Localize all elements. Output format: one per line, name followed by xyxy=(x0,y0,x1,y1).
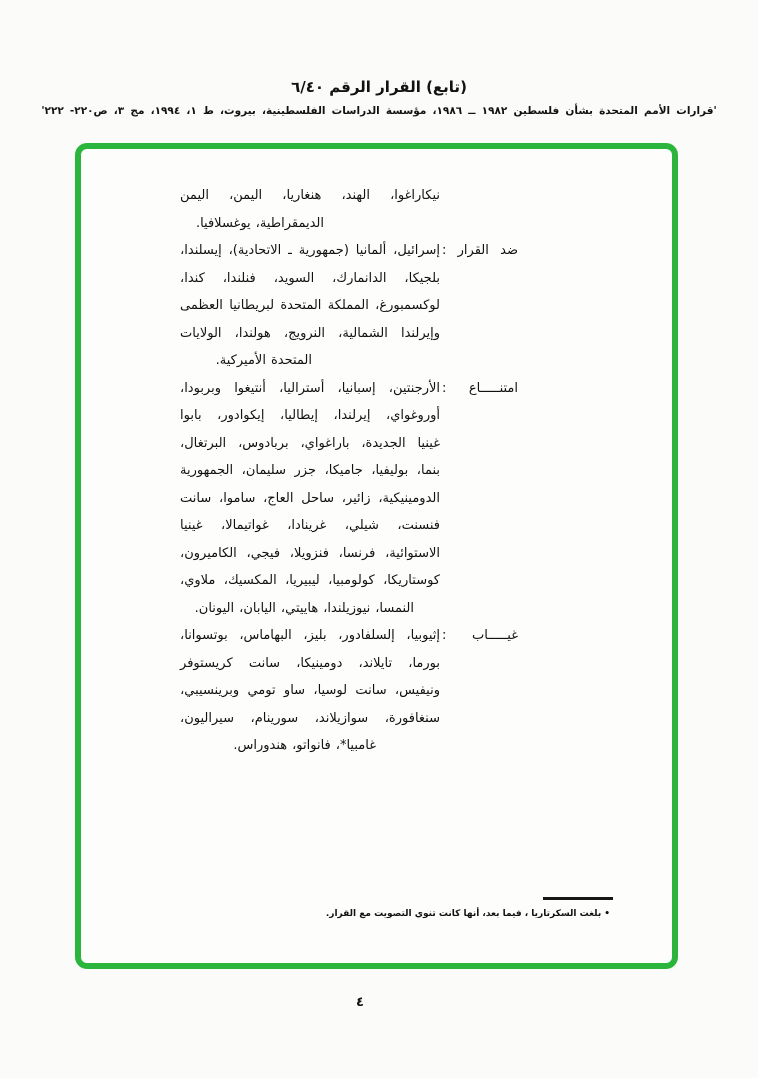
vote-line: كوستاريكا، كولومبيا، ليبيريا، المكسيك، ملاوي، xyxy=(180,573,440,589)
vote-section xyxy=(180,182,520,237)
vote-line: المتحدة الأميركية. xyxy=(215,353,312,369)
source-citation: 'قرارات الأمم المتحدة بشأن فلسطين ١٩٨٢ ــ ١٩٨٦، مؤسسة الدراسات الفلسطينية، بيروت، ط ١، ١٩٩٤، مج ٣، ص٢٢٠- ٢٢٢' xyxy=(41,105,717,117)
vote-label: امتنـــــاع : xyxy=(442,380,518,396)
vote-line: غينيا الجديدة، باراغواي، بربادوس، البرتغال، xyxy=(180,435,440,451)
vote-label: غيـــــاب : xyxy=(442,628,518,644)
vote-line: نيكاراغوا، الهند، هنغاريا، اليمن، اليمن xyxy=(180,188,440,204)
footnote-divider xyxy=(543,897,613,900)
vote-line: إسرائيل، ألمانيا (جمهورية ـ الاتحادية)، إيسلندا، xyxy=(180,243,440,259)
vote-section xyxy=(180,622,520,760)
vote-line: أوروغواي، إيرلندا، إيطاليا، إيكوادور، بابوا xyxy=(180,408,440,424)
vote-line: بورما، تايلاند، دومينيكا، سانت كريستوفر xyxy=(180,655,440,671)
footnote-marker-icon: • xyxy=(604,909,610,919)
footnote xyxy=(326,909,610,919)
vote-section xyxy=(180,237,520,375)
vote-line: ونيفيس، سانت لوسيا، ساو تومي وبرينسيبي، xyxy=(180,683,440,699)
vote-line: الاستوائية، فرنسا، فنزويلا، فيجي، الكاميرون، xyxy=(180,545,440,561)
vote-line: النمسا، نيوزيلندا، هاييتي، اليابان، اليونان. xyxy=(194,600,414,616)
footnote-text: بلغت السكرتاريا ، فيما بعد، أنها كانت تنوي التصويت مع القرار. xyxy=(325,909,602,919)
vote-line: الدومينيكية، زائير، ساحل العاج، ساموا، سانت xyxy=(180,490,440,506)
vote-label: ضد القرار : xyxy=(442,243,518,259)
vote-line: الديمقراطية، يوغسلافيا. xyxy=(195,215,324,231)
page-title: (تابع) القرار الرقم ٦/٤٠ xyxy=(291,78,467,96)
vote-line: إثيوبيا، إلسلفادور، بليز، البهاماس، بوتسوانا، xyxy=(180,628,440,644)
vote-line: لوكسمبورغ، المملكة المتحدة لبريطانيا العظمى xyxy=(180,298,440,314)
page-number: ٤ xyxy=(356,995,364,1010)
vote-line: وإيرلندا الشمالية، النرويج، هولندا، الولايات xyxy=(180,325,440,341)
vote-section xyxy=(180,375,520,623)
vote-line: بنما، بوليفيا، جاميكا، جزر سليمان، الجمهورية xyxy=(180,463,440,479)
vote-line: غامبيا*، فانواتو، هندوراس. xyxy=(233,738,376,754)
vote-line: الأرجنتين، إسبانيا، أستراليا، أنتيغوا وبربودا، xyxy=(180,380,440,396)
vote-line: بلجيكا، الدانمارك، السويد، فنلندا، كندا، xyxy=(180,270,440,286)
vote-sections xyxy=(180,182,520,760)
vote-line: فنسنت، شيلي، غرينادا، غواتيمالا، غينيا xyxy=(180,518,440,534)
vote-line: سنغافورة، سوازيلاند، سورينام، سيراليون، xyxy=(180,710,440,726)
